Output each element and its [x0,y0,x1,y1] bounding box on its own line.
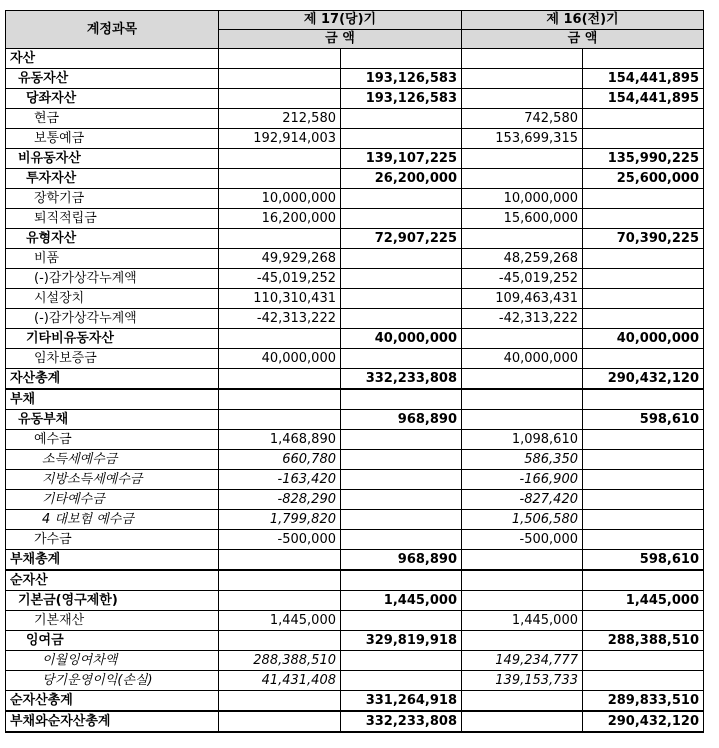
pri-sum-amount [583,450,704,470]
cur-detail-amount [219,691,341,712]
account-row [6,209,704,229]
account-label: 순자산총계 [6,691,219,712]
cur-sum-amount: 968,890 [341,410,462,430]
cur-sum-amount [341,651,462,671]
cur-detail-amount: 1,799,820 [219,510,341,530]
cur-detail-amount [219,169,341,189]
cur-sum-amount [341,289,462,309]
pri-detail-amount: 48,259,268 [462,249,583,269]
account-row [6,309,704,329]
account-label: 당기운영이익(손실) [6,671,219,691]
account-row [6,49,704,69]
pri-detail-amount: 153,699,315 [462,129,583,149]
cur-detail-amount [219,550,341,571]
pri-detail-amount: 586,350 [462,450,583,470]
account-label: 부채총계 [6,550,219,571]
pri-detail-amount [462,169,583,189]
cur-sum-amount [341,490,462,510]
account-label: 잉여금 [6,631,219,651]
pri-detail-amount: 1,506,580 [462,510,583,530]
account-row [6,289,704,309]
cur-detail-amount [219,591,341,611]
account-row [6,189,704,209]
cur-detail-amount: -828,290 [219,490,341,510]
cur-detail-amount: -163,420 [219,470,341,490]
account-row [6,530,704,550]
cur-sum-amount: 72,907,225 [341,229,462,249]
cur-detail-amount: 1,468,890 [219,430,341,450]
total-row [6,691,704,712]
account-row [6,129,704,149]
account-label: 장학기금 [6,189,219,209]
account-row [6,329,704,349]
pri-sum-amount [583,289,704,309]
cur-sum-amount [341,530,462,550]
pri-sum-amount [583,671,704,691]
cur-detail-amount: 212,580 [219,109,341,129]
account-row [6,410,704,430]
pri-sum-amount: 154,441,895 [583,69,704,89]
account-label: 비품 [6,249,219,269]
header-amount-current: 금 액 [219,30,462,49]
cur-sum-amount [341,209,462,229]
cur-sum-amount [341,450,462,470]
pri-detail-amount [462,329,583,349]
account-row [6,510,704,530]
account-row [6,611,704,631]
pri-detail-amount [462,631,583,651]
cur-sum-amount: 139,107,225 [341,149,462,169]
pri-sum-amount [583,309,704,329]
pri-detail-amount [462,389,583,410]
pri-sum-amount: 1,445,000 [583,591,704,611]
pri-sum-amount [583,510,704,530]
pri-detail-amount [462,711,583,732]
account-row [6,470,704,490]
pri-detail-amount: -45,019,252 [462,269,583,289]
pri-detail-amount: 109,463,431 [462,289,583,309]
pri-sum-amount: 25,600,000 [583,169,704,189]
account-label: 이월잉여차액 [6,651,219,671]
account-label: 퇴직적립금 [6,209,219,229]
pri-sum-amount [583,530,704,550]
pri-detail-amount [462,69,583,89]
pri-detail-amount [462,149,583,169]
cur-sum-amount [341,510,462,530]
cur-detail-amount: 40,000,000 [219,349,341,369]
pri-sum-amount: 289,833,510 [583,691,704,712]
account-label: 자산총계 [6,369,219,390]
pri-detail-amount [462,229,583,249]
cur-sum-amount [341,129,462,149]
account-row [6,631,704,651]
cur-sum-amount [341,611,462,631]
pri-detail-amount [462,49,583,69]
cur-detail-amount [219,329,341,349]
pri-detail-amount: 40,000,000 [462,349,583,369]
pri-detail-amount: 742,580 [462,109,583,129]
account-row [6,69,704,89]
account-label: 가수금 [6,530,219,550]
account-label: (-)감가상각누계액 [6,269,219,289]
pri-detail-amount: -500,000 [462,530,583,550]
account-label: 투자자산 [6,169,219,189]
pri-detail-amount: 1,445,000 [462,611,583,631]
cur-detail-amount [219,410,341,430]
pri-sum-amount [583,129,704,149]
cur-detail-amount [219,369,341,390]
cur-detail-amount: 192,914,003 [219,129,341,149]
account-label: 당좌자산 [6,89,219,109]
pri-detail-amount: 10,000,000 [462,189,583,209]
cur-sum-amount: 331,264,918 [341,691,462,712]
cur-sum-amount: 332,233,808 [341,369,462,390]
pri-detail-amount [462,89,583,109]
cur-sum-amount [341,349,462,369]
pri-detail-amount [462,369,583,390]
account-label: 기타비유동자산 [6,329,219,349]
pri-sum-amount [583,209,704,229]
header-amount-prior: 금 액 [462,30,704,49]
pri-sum-amount [583,570,704,591]
account-row [6,249,704,269]
cur-detail-amount [219,711,341,732]
header-account-label: 계정과목 [6,11,219,49]
account-rows [6,49,704,733]
total-row [6,711,704,732]
pri-sum-amount: 135,990,225 [583,149,704,169]
account-row [6,671,704,691]
pri-sum-amount [583,109,704,129]
cur-sum-amount [341,389,462,410]
pri-sum-amount: 40,000,000 [583,329,704,349]
cur-detail-amount: -500,000 [219,530,341,550]
account-label: 자산 [6,49,219,69]
pri-sum-amount: 598,610 [583,410,704,430]
account-label: 임차보증금 [6,349,219,369]
account-label: 기본금(영구제한) [6,591,219,611]
total-row [6,550,704,571]
cur-detail-amount [219,149,341,169]
cur-detail-amount [219,49,341,69]
account-label: 예수금 [6,430,219,450]
cur-sum-amount [341,671,462,691]
pri-sum-amount: 290,432,120 [583,711,704,732]
pri-sum-amount [583,490,704,510]
cur-sum-amount [341,109,462,129]
account-row [6,149,704,169]
total-row [6,369,704,390]
cur-sum-amount [341,249,462,269]
account-row [6,109,704,129]
account-row [6,490,704,510]
pri-sum-amount: 598,610 [583,550,704,571]
header-row-periods [6,11,704,30]
cur-detail-amount: 110,310,431 [219,289,341,309]
cur-detail-amount [219,631,341,651]
cur-sum-amount [341,49,462,69]
account-label: 부채와순자산총계 [6,711,219,732]
account-row [6,651,704,671]
account-label: 부채 [6,389,219,410]
account-label: 기타예수금 [6,490,219,510]
account-label: 시설장치 [6,289,219,309]
cur-sum-amount: 332,233,808 [341,711,462,732]
pri-sum-amount [583,189,704,209]
account-label: (-)감가상각누계액 [6,309,219,329]
account-row [6,169,704,189]
cur-detail-amount: 41,431,408 [219,671,341,691]
account-row [6,269,704,289]
cur-detail-amount [219,89,341,109]
pri-sum-amount [583,269,704,289]
cur-detail-amount: 288,388,510 [219,651,341,671]
account-row [6,450,704,470]
pri-sum-amount [583,389,704,410]
pri-detail-amount: 139,153,733 [462,671,583,691]
account-row [6,591,704,611]
account-row [6,349,704,369]
pri-detail-amount: -42,313,222 [462,309,583,329]
cur-sum-amount: 193,126,583 [341,89,462,109]
pri-detail-amount [462,550,583,571]
pri-sum-amount: 70,390,225 [583,229,704,249]
pri-detail-amount: 149,234,777 [462,651,583,671]
cur-sum-amount [341,309,462,329]
cur-sum-amount: 26,200,000 [341,169,462,189]
pri-sum-amount [583,611,704,631]
account-row [6,570,704,591]
cur-detail-amount: 49,929,268 [219,249,341,269]
pri-sum-amount: 290,432,120 [583,369,704,390]
pri-sum-amount [583,651,704,671]
account-label: 기본재산 [6,611,219,631]
cur-sum-amount [341,430,462,450]
cur-sum-amount [341,570,462,591]
pri-detail-amount [462,570,583,591]
cur-detail-amount [219,69,341,89]
cur-sum-amount: 193,126,583 [341,69,462,89]
cur-detail-amount [219,229,341,249]
cur-detail-amount [219,570,341,591]
pri-detail-amount: -827,420 [462,490,583,510]
pri-sum-amount [583,430,704,450]
cur-detail-amount: 660,780 [219,450,341,470]
header-period-prior: 제 16(전)기 [462,11,704,30]
balance-sheet [5,10,704,733]
pri-detail-amount [462,591,583,611]
pri-detail-amount [462,691,583,712]
cur-sum-amount: 968,890 [341,550,462,571]
account-label: 비유동자산 [6,149,219,169]
account-label: 현금 [6,109,219,129]
cur-detail-amount: -42,313,222 [219,309,341,329]
pri-detail-amount: -166,900 [462,470,583,490]
pri-sum-amount: 288,388,510 [583,631,704,651]
cur-detail-amount [219,389,341,410]
account-row [6,389,704,410]
account-label: 유동부채 [6,410,219,430]
pri-detail-amount: 15,600,000 [462,209,583,229]
balance-sheet-table [5,10,704,733]
pri-sum-amount [583,470,704,490]
account-row [6,229,704,249]
cur-detail-amount: -45,019,252 [219,269,341,289]
cur-detail-amount: 10,000,000 [219,189,341,209]
cur-sum-amount [341,269,462,289]
account-label: 소득세예수금 [6,450,219,470]
cur-sum-amount: 40,000,000 [341,329,462,349]
cur-detail-amount: 1,445,000 [219,611,341,631]
pri-detail-amount: 1,098,610 [462,430,583,450]
cur-sum-amount: 1,445,000 [341,591,462,611]
account-row [6,430,704,450]
pri-sum-amount [583,349,704,369]
account-label: 4 대보험 예수금 [6,510,219,530]
header-period-current: 제 17(당)기 [219,11,462,30]
account-label: 유동자산 [6,69,219,89]
pri-detail-amount [462,410,583,430]
pri-sum-amount: 154,441,895 [583,89,704,109]
account-row [6,89,704,109]
account-label: 순자산 [6,570,219,591]
cur-detail-amount: 16,200,000 [219,209,341,229]
pri-sum-amount [583,249,704,269]
account-label: 지방소득세예수금 [6,470,219,490]
cur-sum-amount [341,470,462,490]
cur-sum-amount [341,189,462,209]
cur-sum-amount: 329,819,918 [341,631,462,651]
pri-sum-amount [583,49,704,69]
account-label: 유형자산 [6,229,219,249]
account-label: 보통예금 [6,129,219,149]
